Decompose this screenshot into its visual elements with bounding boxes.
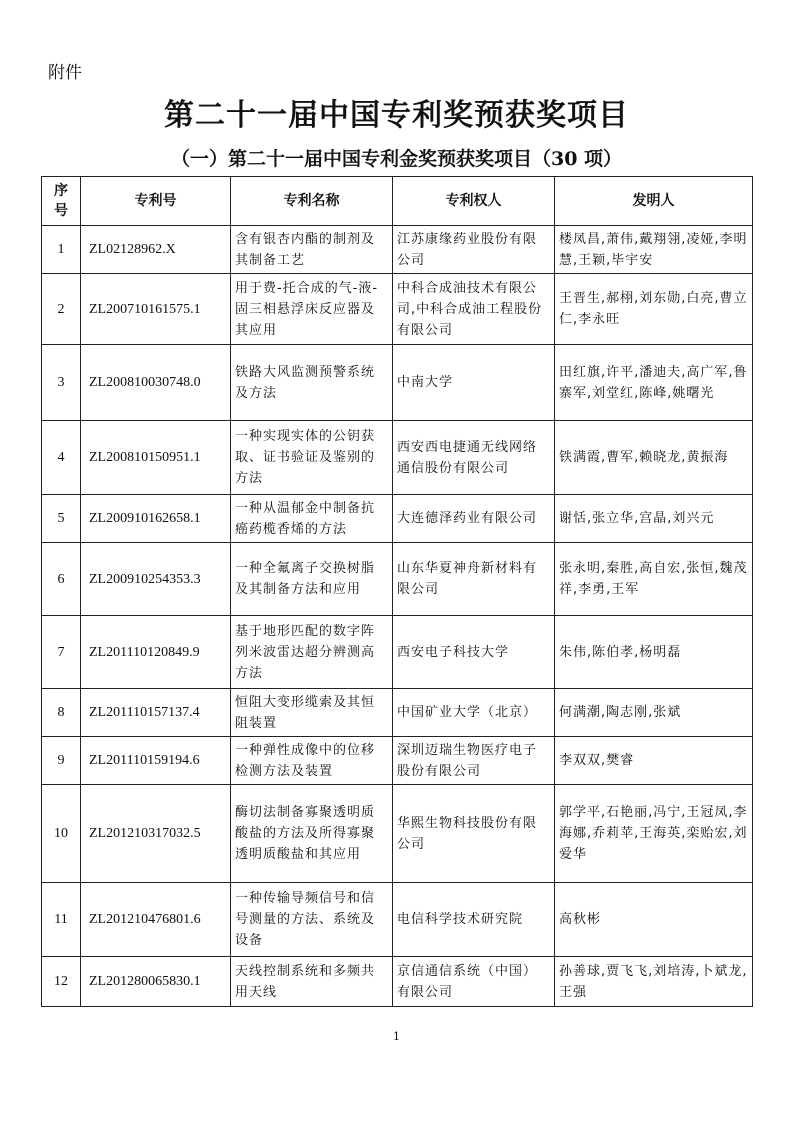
row-number: 7 [42, 616, 81, 689]
header-patentee: 专利权人 [393, 177, 555, 226]
patentee: 山东华夏神舟新材料有限公司 [393, 543, 555, 616]
patent-name: 含有银杏内酯的制剂及其制备工艺 [231, 226, 393, 274]
patent-number: ZL200910162658.1 [81, 495, 231, 543]
document-subtitle: （一）第二十一届中国专利金奖预获奖项目（30 项） [170, 148, 623, 170]
inventors: 王晋生,郝栩,刘东勋,白亮,曹立仁,李永旺 [555, 274, 753, 345]
patentee: 西安西电捷通无线网络通信股份有限公司 [393, 421, 555, 495]
patentee: 中国矿业大学（北京） [393, 689, 555, 737]
patent-name: 一种从温郁金中制备抗癌药榄香烯的方法 [231, 495, 393, 543]
table-row [42, 689, 753, 737]
row-number: 4 [42, 421, 81, 495]
patentee: 中科合成油技术有限公司,中科合成油工程股份有限公司 [393, 274, 555, 345]
row-number: 3 [42, 345, 81, 421]
patent-number: ZL201110120849.9 [81, 616, 231, 689]
patent-number: ZL200810030748.0 [81, 345, 231, 421]
header-patent-number: 专利号 [81, 177, 231, 226]
inventors: 谢恬,张立华,宫晶,刘兴元 [555, 495, 753, 543]
patentee: 中南大学 [393, 345, 555, 421]
row-number: 1 [42, 226, 81, 274]
patent-name: 天线控制系统和多频共用天线 [231, 957, 393, 1007]
patent-name: 铁路大风监测预警系统及方法 [231, 345, 393, 421]
row-number: 8 [42, 689, 81, 737]
attachment-label: 附件 [48, 63, 82, 83]
table-row [42, 883, 753, 957]
table-row [42, 274, 753, 345]
table-row [42, 226, 753, 274]
page-number: 1 [393, 1030, 400, 1043]
table-row [42, 616, 753, 689]
row-number: 11 [42, 883, 81, 957]
inventors: 朱伟,陈伯孝,杨明磊 [555, 616, 753, 689]
patentee: 京信通信系统（中国）有限公司 [393, 957, 555, 1007]
table-row [42, 421, 753, 495]
patentee: 大连德泽药业有限公司 [393, 495, 555, 543]
inventors: 楼凤昌,萧伟,戴翔翎,凌娅,李明慧,王颖,毕宇安 [555, 226, 753, 274]
patent-number: ZL201210476801.6 [81, 883, 231, 957]
patent-number: ZL201280065830.1 [81, 957, 231, 1007]
table-row [42, 785, 753, 883]
patent-name: 用于费-托合成的气-液-固三相悬浮床反应器及其应用 [231, 274, 393, 345]
patentee: 江苏康缘药业股份有限公司 [393, 226, 555, 274]
patentee: 华熙生物科技股份有限公司 [393, 785, 555, 883]
inventors: 田红旗,许平,潘迪夫,高广军,鲁寨军,刘堂红,陈峰,姚曙光 [555, 345, 753, 421]
table-row [42, 495, 753, 543]
patent-number: ZL200910254353.3 [81, 543, 231, 616]
table-row [42, 957, 753, 1007]
patent-number: ZL201110157137.4 [81, 689, 231, 737]
row-number: 9 [42, 737, 81, 785]
row-number: 2 [42, 274, 81, 345]
patent-table [41, 176, 753, 1007]
patent-name: 恒阻大变形缆索及其恒阻装置 [231, 689, 393, 737]
patent-name: 一种实现实体的公钥获取、证书验证及鉴别的方法 [231, 421, 393, 495]
patent-name: 一种全氟离子交换树脂及其制备方法和应用 [231, 543, 393, 616]
row-number: 12 [42, 957, 81, 1007]
header-serial-line2: 号 [54, 203, 68, 219]
inventors: 何满潮,陶志刚,张斌 [555, 689, 753, 737]
document-title: 第二十一届中国专利奖预获奖项目 [164, 98, 629, 133]
inventors: 张永明,秦胜,高自宏,张恒,魏茂祥,李勇,王军 [555, 543, 753, 616]
inventors: 李双双,樊睿 [555, 737, 753, 785]
row-number: 6 [42, 543, 81, 616]
patentee: 电信科学技术研究院 [393, 883, 555, 957]
patent-number: ZL200710161575.1 [81, 274, 231, 345]
patent-number: ZL201210317032.5 [81, 785, 231, 883]
patent-name: 酶切法制备寡聚透明质酸盐的方法及所得寡聚透明质酸盐和其应用 [231, 785, 393, 883]
header-patent-name: 专利名称 [231, 177, 393, 226]
patent-name: 基于地形匹配的数字阵列米波雷达超分辨测高方法 [231, 616, 393, 689]
patentee: 深圳迈瑞生物医疗电子股份有限公司 [393, 737, 555, 785]
patent-number: ZL02128962.X [81, 226, 231, 274]
inventors: 孙善球,贾飞飞,刘培涛,卜斌龙,王强 [555, 957, 753, 1007]
patent-number: ZL200810150951.1 [81, 421, 231, 495]
inventors: 高秋彬 [555, 883, 753, 957]
header-inventors: 发明人 [555, 177, 753, 226]
inventors: 铁满霞,曹军,赖晓龙,黄振海 [555, 421, 753, 495]
table-header-row [42, 177, 753, 226]
header-serial-number [42, 177, 81, 226]
inventors: 郭学平,石艳丽,冯宁,王冠凤,李海娜,乔莉苹,王海英,栾贻宏,刘爱华 [555, 785, 753, 883]
header-serial-line1: 序 [54, 183, 68, 199]
row-number: 5 [42, 495, 81, 543]
patent-name: 一种弹性成像中的位移检测方法及装置 [231, 737, 393, 785]
table-row [42, 543, 753, 616]
table-row [42, 345, 753, 421]
row-number: 10 [42, 785, 81, 883]
patent-name: 一种传输导频信号和信号测量的方法、系统及设备 [231, 883, 393, 957]
table-row [42, 737, 753, 785]
patent-number: ZL201110159194.6 [81, 737, 231, 785]
patentee: 西安电子科技大学 [393, 616, 555, 689]
